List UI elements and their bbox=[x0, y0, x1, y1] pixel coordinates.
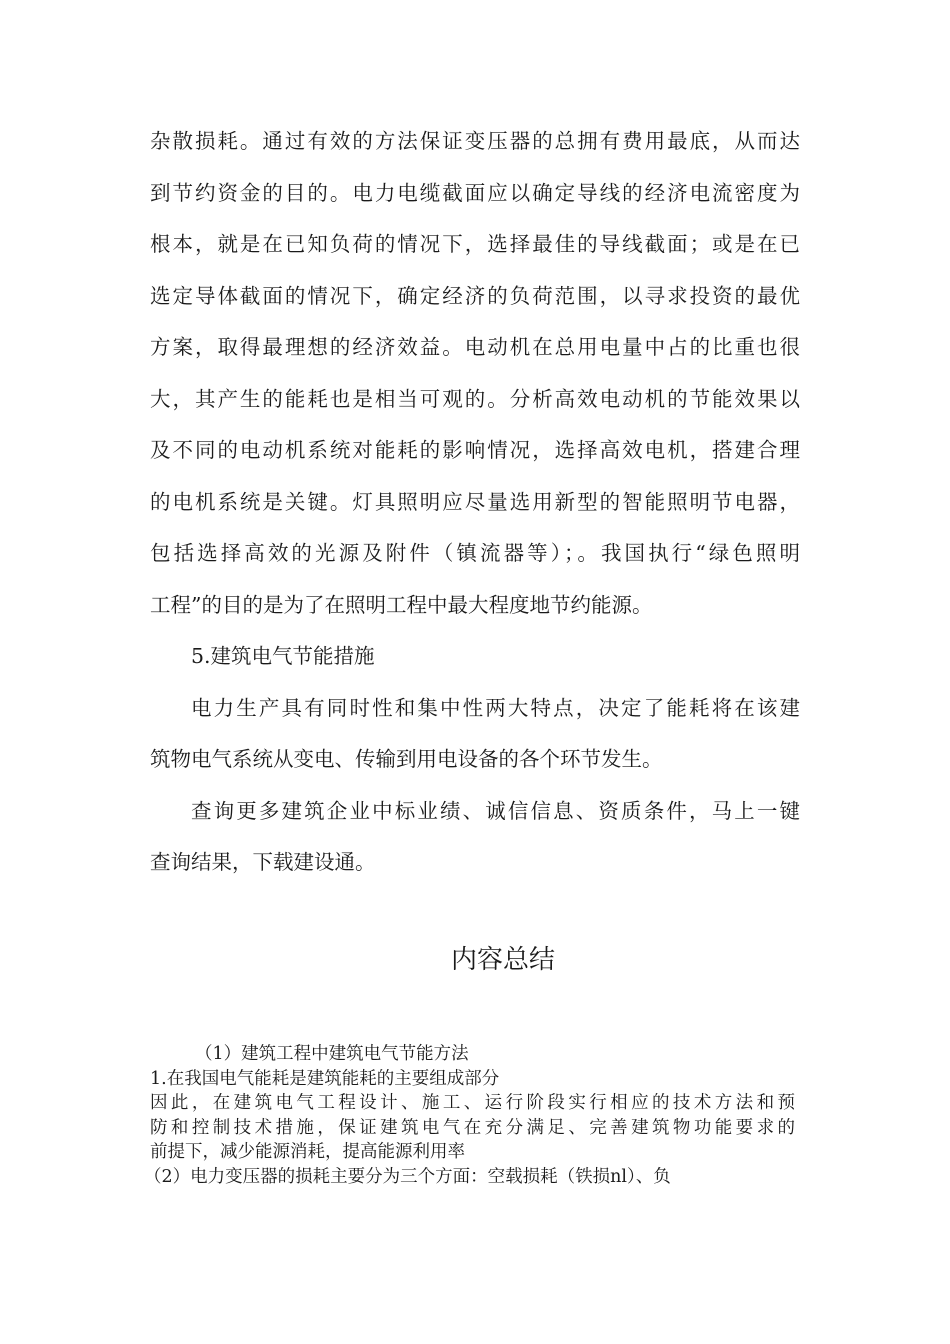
paragraph-line: 选定导体截面的情况下，确定经济的负荷范围，以寻求投资的最优 bbox=[150, 283, 800, 308]
paragraph-line: 电力生产具有同时性和集中性两大特点，决定了能耗将在该建 bbox=[191, 695, 800, 720]
paragraph-line: 查询结果，下载建设通。 bbox=[150, 850, 376, 874]
paragraph-line: 大，其产生的能耗也是相当可观的。分析高效电动机的节能效果以 bbox=[150, 386, 800, 411]
summary-line: 因此，在建筑电气工程设计、施工、运行阶段实行相应的技术方法和预 bbox=[150, 1093, 795, 1113]
paragraph-line: 筑物电气系统从变电、传输到用电设备的各个环节发生。 bbox=[150, 747, 663, 771]
section-heading: 5.建筑电气节能措施 bbox=[191, 644, 375, 668]
summary-line: 防和控制技术措施，保证建筑电气在充分满足、完善建筑物功能要求的 bbox=[150, 1117, 795, 1138]
summary-title: 内容总结 bbox=[450, 945, 555, 975]
summary-line: 1.在我国电气能耗是建筑能耗的主要组成部分 bbox=[150, 1068, 500, 1089]
summary-line: 前提下，减少能源消耗，提高能源利用率 bbox=[150, 1142, 465, 1162]
paragraph-line: 方案，取得最理想的经济效益。电动机在总用电量中占的比重也很 bbox=[150, 335, 800, 359]
paragraph-line: 根本，就是在已知负荷的情况下，选择最佳的导线截面；或是在已 bbox=[150, 232, 800, 256]
summary-line: （1）建筑工程中建筑电气节能方法 bbox=[195, 1044, 469, 1064]
paragraph-line: 到节约资金的目的。电力电缆截面应以确定导线的经济电流密度为 bbox=[150, 180, 800, 205]
body-text bbox=[150, 116, 800, 889]
paragraph-line: 包括选择高效的光源及附件（镇流器等）；。我国执行“绿色照明 bbox=[150, 541, 800, 565]
paragraph-line: 工程”的目的是为了在照明工程中最大程度地节约能源。 bbox=[150, 592, 653, 617]
paragraph-line: 的电机系统是关键。灯具照明应尽量选用新型的智能照明节电器， bbox=[150, 489, 800, 514]
paragraph-line: 查询更多建筑企业中标业绩、诚信信息、资质条件，马上一键 bbox=[191, 798, 800, 823]
summary-text bbox=[144, 1042, 795, 1189]
paragraph-line: 及不同的电动机系统对能耗的影响情况，选择高效电机，搭建合理 bbox=[150, 438, 800, 462]
paragraph-line: 杂散损耗。通过有效的方法保证变压器的总拥有费用最底，从而达 bbox=[150, 129, 800, 153]
summary-line: （2）电力变压器的损耗主要分为三个方面：空载损耗（铁损nl）、负 bbox=[144, 1166, 671, 1187]
